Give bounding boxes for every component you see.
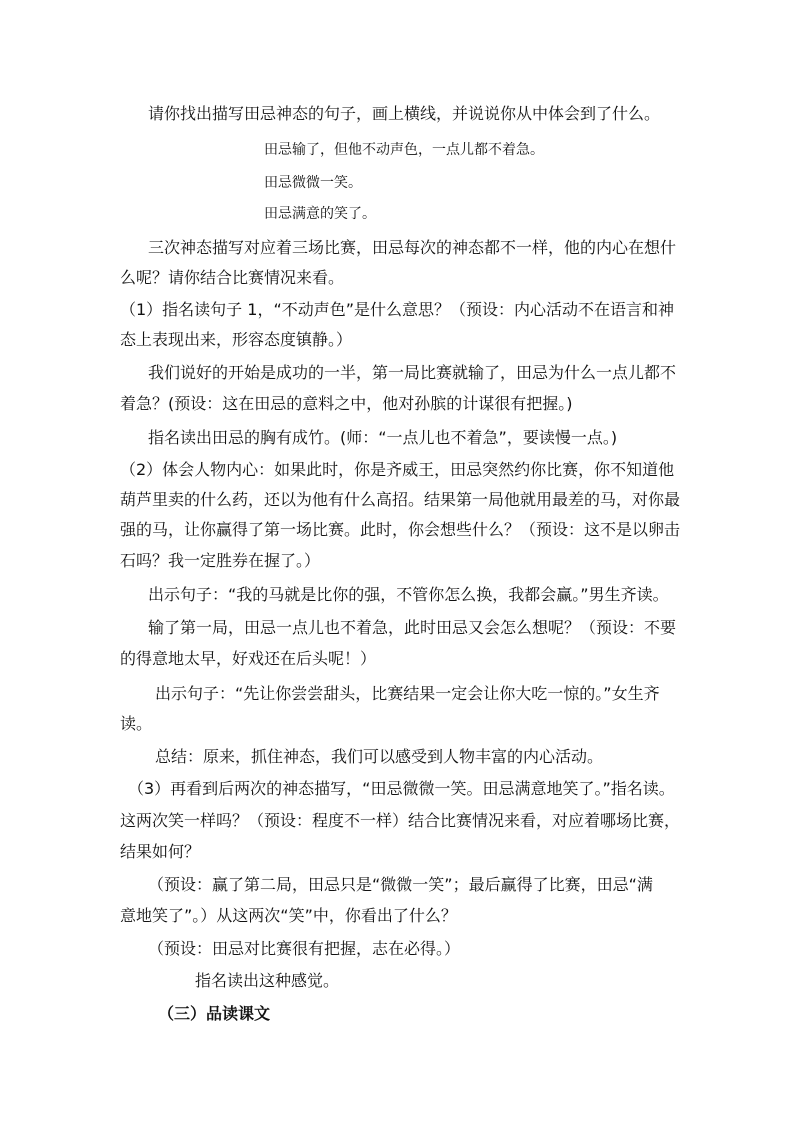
paragraph-line: 读。: [120, 714, 153, 733]
paragraph-line: 我们说好的开始是成功的一半，第一局比赛就输了，田忌为什么一点儿都不: [148, 363, 677, 382]
question-instruction: 请你找出描写田忌神态的句子，画上横线，并说说你从中体会到了什么。: [148, 104, 661, 123]
paragraph-line: 出示句子：“我的马就是比你的强，不管你怎么换，我都会赢。”男生齐读。: [148, 585, 669, 604]
paragraph-line: 结果如何？: [120, 842, 201, 861]
paragraph-line: 这两次笑一样吗？（预设：程度不一样）结合比赛情况来看，对应着哪场比赛，: [120, 811, 681, 830]
paragraph-line: 指名读出田忌的胸有成竹。(师：“一点儿也不着急”，要读慢一点。): [148, 428, 618, 447]
paragraph-line: 么呢？请你结合比赛情况来看。: [120, 268, 345, 287]
paragraph-line: 输了第一局，田忌一点儿也不着急，此时田忌又会怎么想呢？（预设：不要: [148, 618, 677, 637]
paragraph-line: 着急？(预设：这在田忌的意料之中，他对孙膑的计谋很有把握。): [120, 394, 573, 413]
section-heading: （三）品读课文: [158, 1004, 271, 1023]
paragraph-line: 出示句子：“先让你尝尝甜头，比赛结果一定会让你大吃一惊的。”女生齐: [155, 684, 660, 703]
paragraph-line: 指名读出这种感觉。: [195, 971, 340, 990]
paragraph-line: （2）体会人物内心：如果此时，你是齐威王，田忌突然约你比赛，你不知道他: [120, 460, 675, 479]
paragraph-line: （预设：赢了第二局，田忌只是“微微一笑”；最后赢得了比赛，田忌“满: [148, 875, 653, 894]
quote-sentence-1: 田忌输了，但他不动声色，一点儿都不着急。: [264, 142, 544, 158]
paragraph-line: 态上表现出来，形容态度镇静。）: [120, 330, 353, 349]
quote-sentence-2: 田忌微微一笑。: [264, 175, 362, 191]
paragraph-line: （1）指名读句子 1，“不动声色”是什么意思？（预设：内心活动不在语言和神: [120, 300, 675, 319]
paragraph-line: 三次神态描写对应着三场比赛，田忌每次的神态都不一样，他的内心在想什: [148, 238, 677, 257]
paragraph-line: 总结：原来，抓住神态，我们可以感受到人物丰富的内心活动。: [155, 747, 604, 766]
paragraph-line: 强的马，让你赢得了第一场比赛。此时，你会想些什么？（预设：这不是以卵击: [120, 520, 681, 539]
paragraph-line: 葫芦里卖的什么药，还以为他有什么高招。结果第一局他就用最差的马，对你最: [120, 490, 681, 509]
paragraph-line: （预设：田忌对比赛很有把握，志在必得。）: [148, 939, 461, 958]
paragraph-line: 石吗？我一定胜券在握了。）: [120, 551, 321, 570]
paragraph-line: （3）再看到后两次的神态描写，“田忌微微一笑。田忌满意地笑了。”指名读。: [128, 779, 675, 798]
paragraph-line: 的得意地太早，好戏还在后头呢！）: [120, 649, 377, 668]
quote-sentence-3: 田忌满意的笑了。: [264, 206, 376, 222]
paragraph-line: 意地笑了”。）从这两次“笑”中，你看出了什么？: [120, 906, 457, 925]
